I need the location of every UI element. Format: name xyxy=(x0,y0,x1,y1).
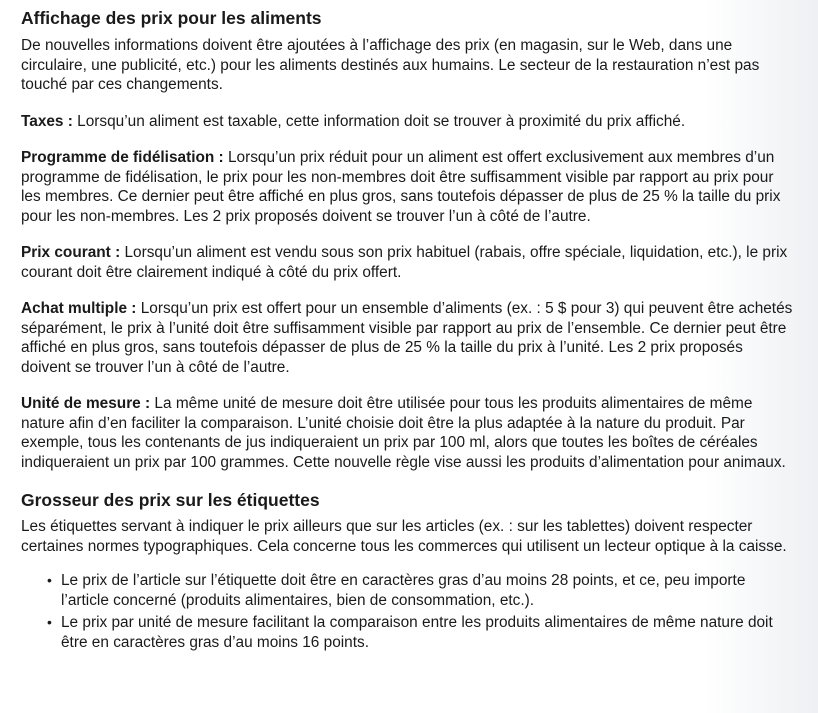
list-item-text: Le prix de l’article sur l’étiquette doit être en caractères gras d’au moins 28 points, et ce, peu importe l’article concerné (produits alimentaires, bien de consommation, etc.). xyxy=(61,572,746,609)
section-intro-price-display: De nouvelles informations doivent être ajoutées à l’affichage des prix (en magasin, sur le Web, dans une circulaire, une publicité, etc.) pour les aliments destinés aux humains. Le secteur de la restauration n’est pas touché par ces changements. xyxy=(21,37,760,93)
rule-label: Unité de mesure : xyxy=(21,395,151,412)
section-intro-label-price-size: Les étiquettes servant à indiquer le prix ailleurs que sur les articles (ex. : sur les tablettes) doivent respecter certaines normes typographiques. Cela concerne tous les commerces qui utilisent un lecteur optique à la caisse. xyxy=(21,518,787,555)
rule-regular-price xyxy=(21,243,796,282)
rule-text: Lorsqu’un prix est offert pour un ensemble d’aliments (ex. : 5 $ pour 3) qui peuvent être achetés séparément, le prix à l’unité doit être suffisamment visible par rapport au prix de l’ensemble. Ce dernier peut être affiché en plus gros, sans toutefois dépasser de plus de 25 % la taille du prix à l’unité. Les 2 prix proposés doivent se trouver l’un à côté de l’autre. xyxy=(21,300,793,376)
rule-multiple-purchase xyxy=(21,299,796,377)
list-item xyxy=(47,571,796,610)
section-heading-label-price-size: Grosseur des prix sur les étiquettes xyxy=(21,490,320,510)
section-heading-price-display: Affichage des prix pour les aliments xyxy=(21,8,322,28)
rule-text: Lorsqu’un prix réduit pour un aliment est offert exclusivement aux membres d’un programme de fidélisation, le prix pour les non-membres doit être suffisamment visible par rapport au prix pour les membres. Ce dernier peut être affiché en plus gros, sans toutefois dépasser de plus de 25 % la taille du prix pour les non-membres. Les 2 prix proposés doivent se trouver l’un à côté de l’autre. xyxy=(21,149,781,225)
rule-label: Programme de fidélisation : xyxy=(21,149,224,166)
list-item xyxy=(47,613,796,652)
rule-text: La même unité de mesure doit être utilisée pour tous les produits alimentaires de même nature afin d’en faciliter la comparaison. L’unité choisie doit être la plus adaptée à la nature du produit. Par exemple, tous les contenants de jus indiqueraient un prix par 100 ml, alors que toutes les boîtes de céréales indiqueraient un prix par 100 grammes. Cette nouvelle règle vise aussi les produits d’alimentation pour animaux. xyxy=(21,395,786,471)
requirements-list xyxy=(21,571,800,652)
rule-text: Lorsqu’un aliment est taxable, cette information doit se trouver à proximité du prix affiché. xyxy=(72,112,686,130)
bullet-icon: • xyxy=(47,614,52,630)
bullet-icon: • xyxy=(47,572,52,588)
list-item-text: Le prix par unité de mesure facilitant la comparaison entre les produits alimentaires de même nature doit être en caractères gras d’au moins 16 points. xyxy=(61,614,773,651)
rule-loyalty-program xyxy=(21,148,796,226)
rule-unit-of-measure xyxy=(21,394,796,472)
rule-label: Taxes : xyxy=(21,112,73,130)
rule-label: Achat multiple : xyxy=(21,300,137,317)
rule-label: Prix courant : xyxy=(21,244,121,261)
rule-taxes xyxy=(21,112,796,132)
rule-text: Lorsqu’un aliment est vendu sous son prix habituel (rabais, offre spéciale, liquidation, etc.), le prix courant doit être clairement indiqué à côté du prix offert. xyxy=(21,244,788,281)
